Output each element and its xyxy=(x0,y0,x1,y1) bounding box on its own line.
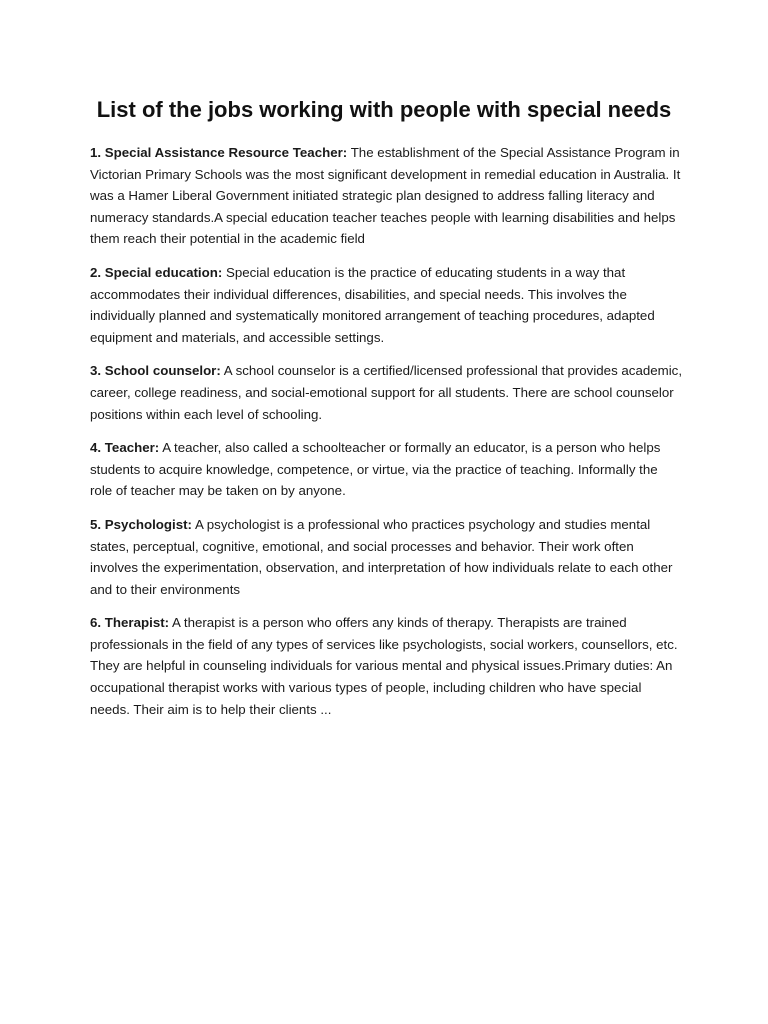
item-body: A therapist is a person who offers any kinds of therapy. Therapists are trained professionals in the field of any types of services like psychologists, social workers, counsellors, etc. They are helpful in counseling individuals for various mental and physical issues.Primary duties: An occupational therapist works with various types of people, including children who have special needs. Their aim is to help their clients ... xyxy=(90,615,678,717)
item-body: Special education is the practice of educating students in a way that accommodates their individual differences, disabilities, and special needs. This involves the individually planned and systematically monitored arrangement of teaching procedures, adapted equipment and materials, and accessible settings. xyxy=(90,264,655,345)
list-item-psychologist xyxy=(90,514,682,600)
item-body: A teacher, also called a schoolteacher or formally an educator, is a person who helps students to acquire knowledge, competence, or virtue, via the practice of teaching. Informally the role of teacher may be taken on by anyone. xyxy=(90,440,661,499)
list-item-special-assistance-resource-teacher xyxy=(90,142,682,250)
list-item-special-education xyxy=(90,262,682,348)
item-number: 1. xyxy=(90,145,102,160)
item-title: Psychologist: xyxy=(104,516,192,532)
list-item-teacher xyxy=(90,437,682,502)
item-number: 4. xyxy=(90,440,102,456)
item-heading xyxy=(90,363,221,378)
item-title: Special Assistance Resource Teacher: xyxy=(104,145,348,160)
page-title: List of the jobs working with people with special needs xyxy=(96,97,672,122)
item-number: 5. xyxy=(90,516,102,532)
item-heading xyxy=(90,265,222,280)
item-title: Teacher: xyxy=(104,440,160,456)
list-item-therapist xyxy=(90,612,682,720)
item-title: School counselor: xyxy=(104,363,221,379)
item-heading xyxy=(90,517,192,532)
item-body: The establishment of the Special Assistance Program in Victorian Primary Schools was the most significant development in remedial education in Australia. It was a Hamer Liberal Government initiated strategic plan designed to address falling literacy and numeracy standards.A special education teacher teaches people with learning disabilities and helps them reach their potential in the academic field xyxy=(90,145,681,247)
item-body: A psychologist is a professional who practices psychology and studies mental states, perceptual, cognitive, emotional, and social processes and behavior. Their work often involves the experimentation, observation, and interpretation of how individuals relate to each other and to their environments xyxy=(90,516,673,597)
item-number: 2. xyxy=(90,264,102,280)
item-heading xyxy=(90,145,347,160)
item-number: 3. xyxy=(90,363,102,379)
item-title: Therapist: xyxy=(104,615,170,631)
item-body: A school counselor is a certified/licensed professional that provides academic, career, college readiness, and social-emotional support for all students. There are school counselor positions within each level of schooling. xyxy=(90,363,683,422)
item-title: Special education: xyxy=(104,264,223,280)
list-item-school-counselor xyxy=(90,360,682,425)
item-number: 6. xyxy=(90,615,102,631)
item-heading xyxy=(90,440,159,455)
item-heading xyxy=(90,615,169,630)
job-list xyxy=(90,142,682,732)
